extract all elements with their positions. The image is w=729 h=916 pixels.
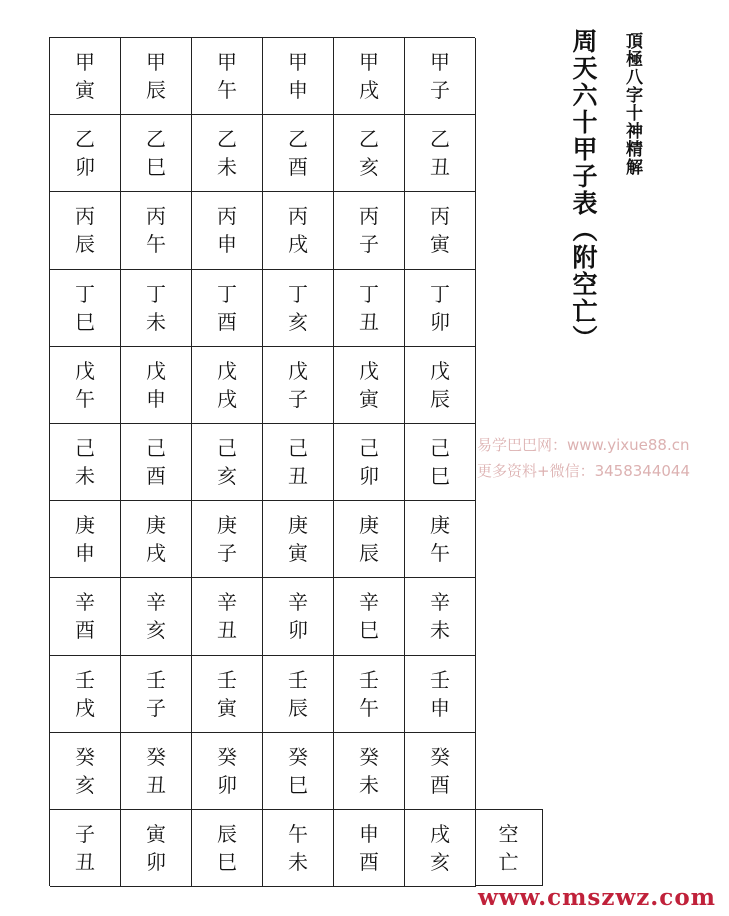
cell-char-bottom: 巳 [146,155,166,180]
cell-char-bottom: 辰 [359,541,379,566]
table-cell [263,192,334,269]
cell-char-top: 庚 [217,513,237,538]
table-cell [405,38,476,115]
cell-char-top: 己 [288,436,308,461]
cell-char-top: 壬 [217,667,237,692]
table-cell [121,192,192,269]
cell-char-top: 癸 [288,744,308,769]
table-cell [50,501,121,578]
cell-char-bottom: 未 [430,618,450,643]
cell-char-bottom: 亥 [217,464,237,489]
cell-char-top: 己 [217,436,237,461]
cell-char-bottom: 丑 [146,772,166,797]
cell-char-top: 庚 [146,513,166,538]
cell-char-top: 乙 [288,127,308,152]
table-cell [263,810,334,887]
cell-char-top: 乙 [75,127,95,152]
cell-char-top: 丁 [359,281,379,306]
table-cell [405,578,476,655]
void-label-char-1: 空 [498,821,519,846]
cell-char-top: 戊 [359,358,379,383]
table-cell [405,810,476,887]
cell-char-bottom: 亥 [359,155,379,180]
footer-watermark: www.cmszwz.com [478,884,716,911]
cell-char-top: 丙 [75,204,95,229]
cell-char-top: 申 [359,822,379,847]
cell-char-bottom: 午 [359,695,379,720]
cell-char-bottom: 酉 [430,772,450,797]
table-cell [50,733,121,810]
cell-char-top: 辛 [217,590,237,615]
cell-char-top: 戊 [288,358,308,383]
table-cell [334,115,405,192]
cell-char-bottom: 戌 [217,386,237,411]
cell-char-top: 戊 [146,358,166,383]
cell-char-bottom: 午 [75,386,95,411]
table-cell [334,733,405,810]
cell-char-top: 壬 [359,667,379,692]
cell-char-bottom: 申 [430,695,450,720]
table-cell [192,810,263,887]
cell-char-bottom: 酉 [146,464,166,489]
table-title: 周天六十甲子表（附空亡） [569,28,598,352]
table-cell [121,270,192,347]
cell-char-bottom: 子 [430,78,450,103]
table-cell [334,38,405,115]
cell-char-bottom: 申 [146,386,166,411]
cell-char-bottom: 巳 [288,772,308,797]
table-cell [50,270,121,347]
table-cell [263,38,334,115]
cell-char-bottom: 申 [288,78,308,103]
void-label-char-2: 亡 [498,849,519,874]
cell-char-bottom: 亥 [288,309,308,334]
table-cell [405,270,476,347]
cell-char-bottom: 子 [146,695,166,720]
table-cell [192,192,263,269]
cell-char-top: 午 [288,822,308,847]
watermark-site: 易学巴巴网：www.yixue88.cn [477,436,690,454]
cell-char-bottom: 巳 [217,850,237,875]
cell-char-bottom: 亥 [430,850,450,875]
cell-char-top: 丙 [146,204,166,229]
cell-char-bottom: 酉 [217,309,237,334]
cell-char-top: 庚 [359,513,379,538]
table-cell [50,115,121,192]
table-cell [50,192,121,269]
cell-char-bottom: 子 [359,232,379,257]
table-cell [50,578,121,655]
table-cell [263,578,334,655]
cell-char-top: 甲 [288,50,308,75]
cell-char-bottom: 未 [146,309,166,334]
cell-char-bottom: 辰 [288,695,308,720]
cell-char-bottom: 申 [217,232,237,257]
cell-char-bottom: 巳 [359,618,379,643]
table-cell [192,578,263,655]
table-cell [263,656,334,733]
cell-char-top: 丁 [430,281,450,306]
table-cell [263,733,334,810]
cell-char-bottom: 寅 [288,541,308,566]
cell-char-bottom: 巳 [75,309,95,334]
cell-char-top: 甲 [430,50,450,75]
cell-char-top: 甲 [146,50,166,75]
cell-char-bottom: 戌 [359,78,379,103]
table-cell [50,810,121,887]
cell-char-bottom: 卯 [75,155,95,180]
cell-char-bottom: 辰 [75,232,95,257]
cell-char-top: 戊 [217,358,237,383]
table-cell [192,424,263,501]
table-cell [334,347,405,424]
cell-char-top: 辛 [430,590,450,615]
cell-char-top: 辛 [146,590,166,615]
cell-char-bottom: 卯 [288,618,308,643]
cell-char-bottom: 子 [288,386,308,411]
cell-char-bottom: 酉 [288,155,308,180]
cell-char-top: 己 [75,436,95,461]
cell-char-top: 丁 [217,281,237,306]
cell-char-bottom: 巳 [430,464,450,489]
table-cell [405,501,476,578]
cell-char-bottom: 戌 [146,541,166,566]
cell-char-top: 己 [359,436,379,461]
cell-char-top: 癸 [217,744,237,769]
cell-char-bottom: 未 [75,464,95,489]
table-cell [263,424,334,501]
cell-char-bottom: 酉 [75,618,95,643]
table-cell [121,656,192,733]
table-cell [334,501,405,578]
cell-char-top: 乙 [359,127,379,152]
cell-char-top: 癸 [75,744,95,769]
table-cell [121,501,192,578]
cell-char-bottom: 申 [75,541,95,566]
cell-char-bottom: 寅 [217,695,237,720]
cell-char-top: 甲 [217,50,237,75]
cell-char-top: 癸 [430,744,450,769]
cell-char-top: 戊 [75,358,95,383]
cell-char-top: 丙 [430,204,450,229]
cell-char-top: 丙 [359,204,379,229]
table-cell [192,38,263,115]
table-cell [192,733,263,810]
cell-char-top: 癸 [359,744,379,769]
cell-char-top: 辛 [75,590,95,615]
cell-char-top: 乙 [430,127,450,152]
void-label-cell [475,809,543,886]
table-cell [50,38,121,115]
cell-char-top: 子 [75,822,95,847]
cell-char-bottom: 午 [217,78,237,103]
table-cell [334,810,405,887]
cell-char-bottom: 寅 [430,232,450,257]
table-cell [50,656,121,733]
cell-char-bottom: 戌 [75,695,95,720]
cell-char-bottom: 寅 [75,78,95,103]
cell-char-bottom: 午 [146,232,166,257]
table-cell [405,115,476,192]
cell-char-bottom: 卯 [430,309,450,334]
table-cell [121,810,192,887]
watermark-contact: 更多资料+微信：3458344044 [477,462,691,480]
sexagenary-table [49,37,475,886]
cell-char-top: 庚 [430,513,450,538]
cell-char-bottom: 子 [217,541,237,566]
table-cell [50,347,121,424]
cell-char-bottom: 未 [288,850,308,875]
cell-char-bottom: 亥 [146,618,166,643]
table-cell [121,347,192,424]
cell-char-bottom: 卯 [359,464,379,489]
cell-char-top: 戊 [430,358,450,383]
cell-char-top: 乙 [146,127,166,152]
table-cell [50,424,121,501]
table-cell [192,115,263,192]
cell-char-top: 己 [430,436,450,461]
cell-char-bottom: 丑 [288,464,308,489]
table-cell [405,347,476,424]
cell-char-bottom: 亥 [75,772,95,797]
cell-char-bottom: 午 [430,541,450,566]
cell-char-bottom: 辰 [430,386,450,411]
cell-char-top: 丁 [75,281,95,306]
cell-char-top: 癸 [146,744,166,769]
cell-char-top: 壬 [288,667,308,692]
cell-char-top: 壬 [146,667,166,692]
cell-char-bottom: 丑 [359,309,379,334]
cell-char-top: 壬 [75,667,95,692]
table-cell [405,424,476,501]
cell-char-top: 庚 [75,513,95,538]
cell-char-top: 戌 [430,822,450,847]
cell-char-top: 甲 [75,50,95,75]
cell-char-top: 甲 [359,50,379,75]
cell-char-top: 己 [146,436,166,461]
cell-char-top: 辛 [359,590,379,615]
table-cell [121,115,192,192]
table-cell [405,656,476,733]
table-cell [334,656,405,733]
cell-char-top: 丁 [288,281,308,306]
cell-char-top: 丙 [217,204,237,229]
cell-char-top: 寅 [146,822,166,847]
cell-char-bottom: 未 [359,772,379,797]
table-cell [263,347,334,424]
cell-char-top: 乙 [217,127,237,152]
cell-char-bottom: 卯 [146,850,166,875]
table-cell [405,192,476,269]
table-cell [263,270,334,347]
cell-char-bottom: 寅 [359,386,379,411]
table-cell [192,656,263,733]
table-cell [192,501,263,578]
cell-char-top: 丙 [288,204,308,229]
table-cell [263,115,334,192]
cell-char-top: 辰 [217,822,237,847]
cell-char-bottom: 丑 [217,618,237,643]
cell-char-bottom: 酉 [359,850,379,875]
table-cell [121,424,192,501]
cell-char-bottom: 辰 [146,78,166,103]
table-cell [263,501,334,578]
cell-char-bottom: 丑 [430,155,450,180]
cell-char-bottom: 未 [217,155,237,180]
table-cell [334,578,405,655]
cell-char-top: 丁 [146,281,166,306]
table-cell [334,192,405,269]
cell-char-top: 辛 [288,590,308,615]
table-cell [192,347,263,424]
cell-char-top: 庚 [288,513,308,538]
table-cell [121,578,192,655]
table-cell [405,733,476,810]
table-cell [334,424,405,501]
cell-char-bottom: 丑 [75,850,95,875]
book-title: 頂極八字十神精解 [622,32,642,176]
table-cell [121,38,192,115]
cell-char-bottom: 戌 [288,232,308,257]
table-cell [334,270,405,347]
table-cell [121,733,192,810]
cell-char-bottom: 卯 [217,772,237,797]
table-cell [192,270,263,347]
cell-char-top: 壬 [430,667,450,692]
